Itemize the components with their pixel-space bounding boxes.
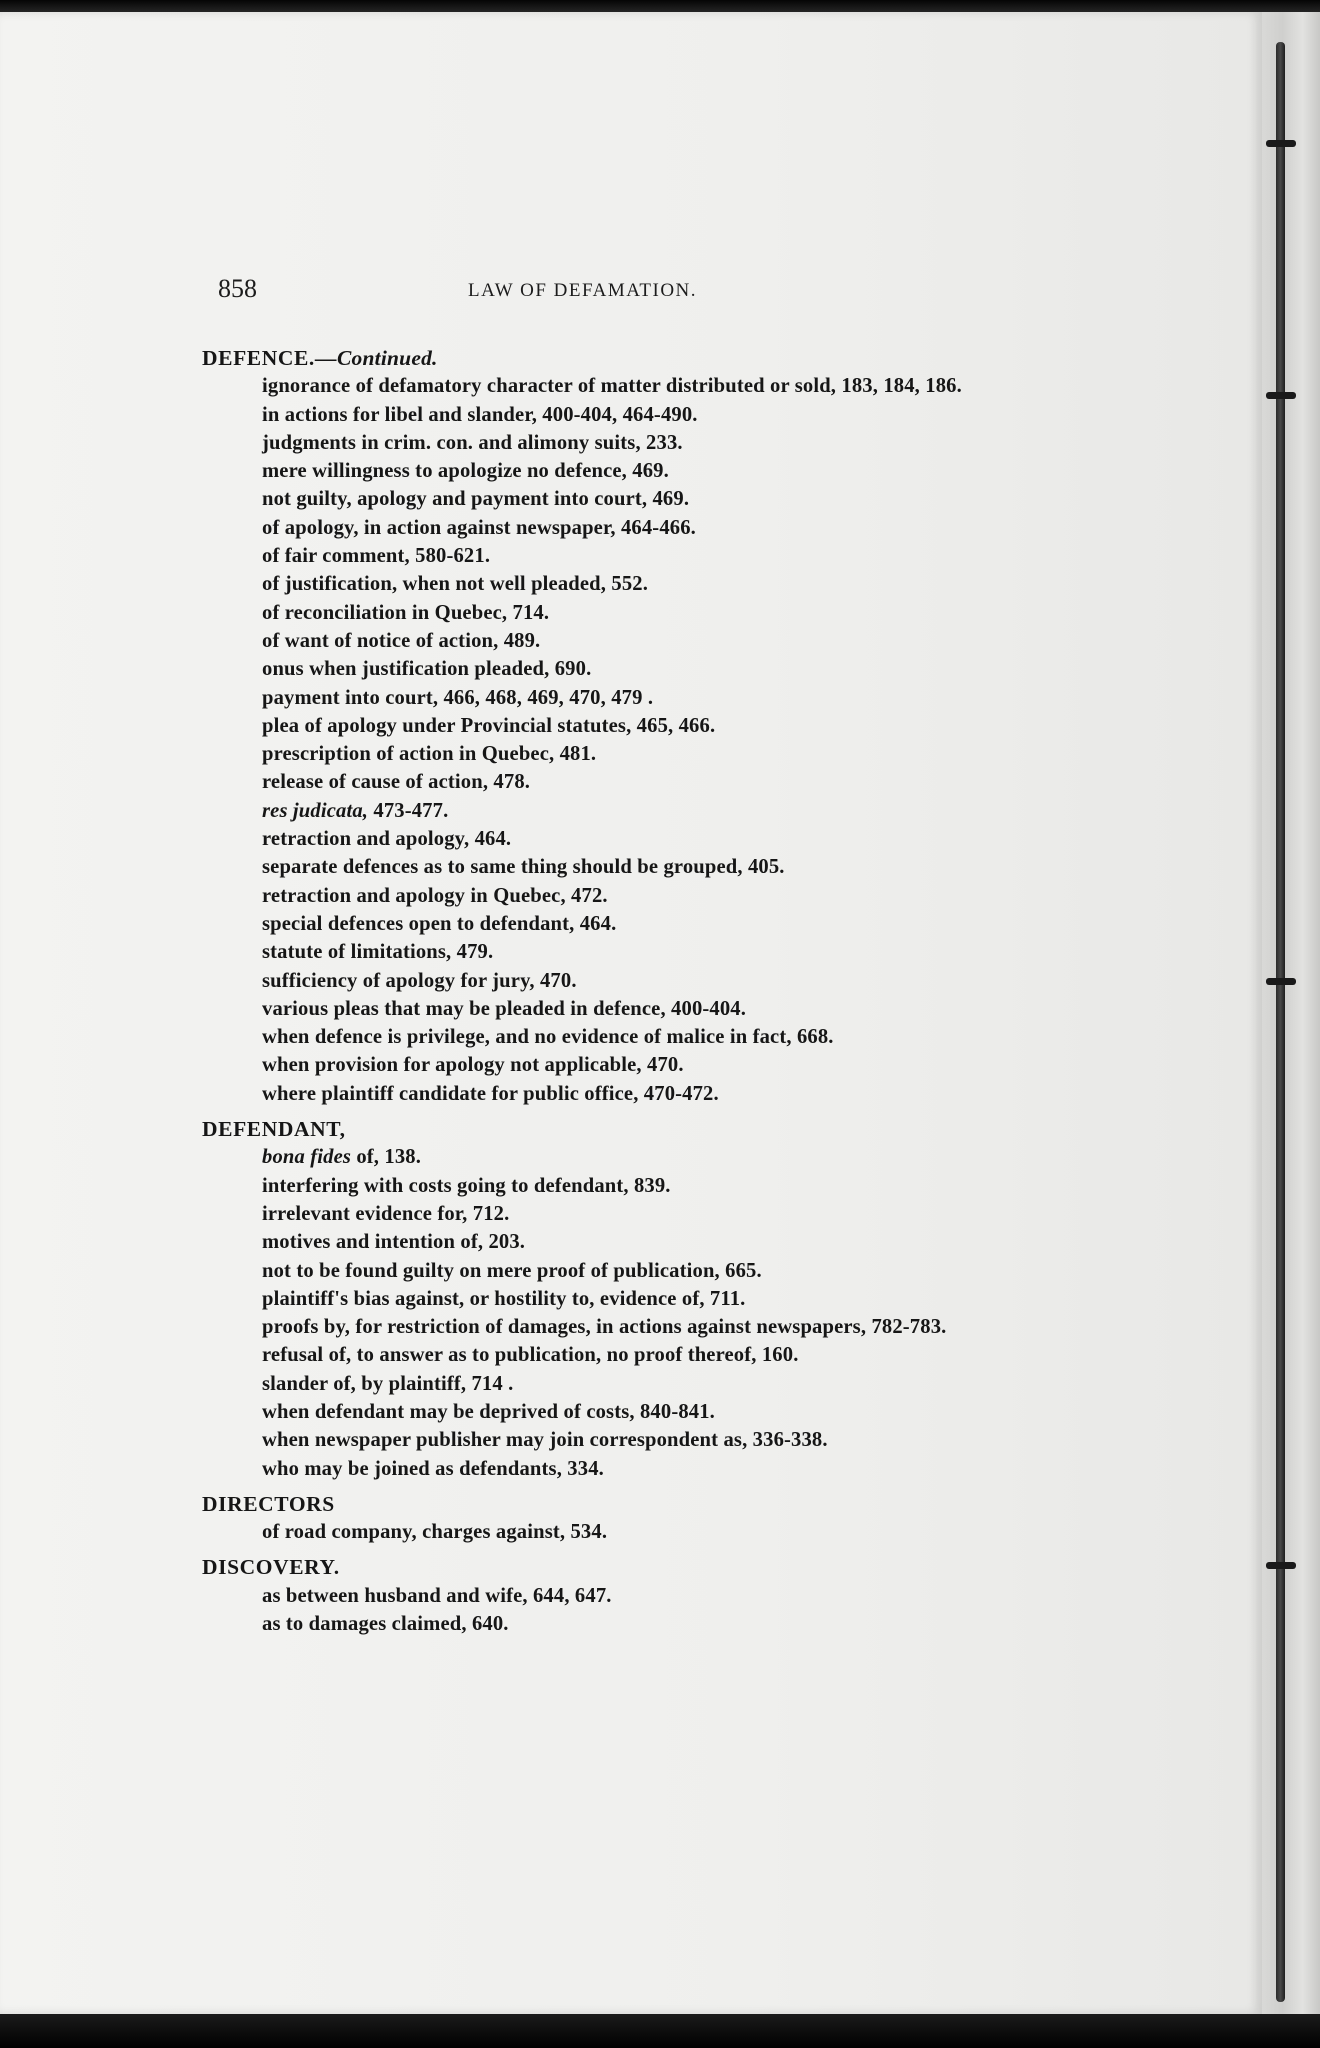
- index-entry: [202, 1285, 1022, 1313]
- entry-text: when provision for apology not applicable, 470.: [262, 1054, 684, 1077]
- index-entry: [202, 627, 1022, 655]
- entry-text: plaintiff's bias against, or hostility to, evidence of, 711.: [262, 1287, 746, 1310]
- entry-text: of apology, in action against newspaper, 464-466.: [262, 516, 696, 539]
- scan-bottom-edge: [0, 2014, 1320, 2048]
- index-entry: [202, 1143, 1022, 1171]
- index-entry: [202, 882, 1022, 910]
- entry-text: as to damages claimed, 640.: [262, 1613, 509, 1636]
- entry-text: separate defences as to same thing should be grouped, 405.: [262, 856, 785, 879]
- entry-text: not to be found guilty on mere proof of publication, 665.: [262, 1259, 762, 1282]
- binding-stitch: [1266, 140, 1296, 147]
- entry-text: 473-477.: [368, 799, 449, 822]
- entry-text: release of cause of action, 478.: [262, 771, 531, 794]
- index-entry: [202, 768, 1022, 796]
- entry-text: special defences open to defendant, 464.: [262, 912, 617, 935]
- index-entry: [202, 429, 1022, 457]
- entry-text: mere willingness to apologize no defence, 469.: [262, 460, 669, 483]
- index-entry: [202, 967, 1022, 995]
- index-entry: [202, 1228, 1022, 1256]
- entry-text: statute of limitations, 479.: [262, 941, 494, 964]
- entry-text: as between husband and wife, 644, 647.: [262, 1584, 612, 1607]
- entry-text: plea of apology under Provincial statutes, 465, 466.: [262, 714, 716, 737]
- index-entry: [202, 1370, 1022, 1398]
- entry-text: of, 138.: [351, 1146, 422, 1169]
- entry-italic-term: res judicata,: [262, 799, 369, 822]
- entry-text: onus when justification pleaded, 690.: [262, 658, 592, 681]
- index-entry: [202, 825, 1022, 853]
- binding-cord: [1276, 42, 1285, 2002]
- section-heading-label: DIRECTORS: [202, 1491, 335, 1516]
- entry-text: sufficiency of apology for jury, 470.: [262, 969, 577, 992]
- index-entry: [202, 1172, 1022, 1200]
- entry-text: irrelevant evidence for, 712.: [262, 1202, 510, 1225]
- running-head: LAW OF DEFAMATION.: [468, 280, 698, 301]
- index-entry: [202, 712, 1022, 740]
- section-heading: [202, 1115, 1022, 1143]
- entry-text: interfering with costs going to defendant, 839.: [262, 1174, 671, 1197]
- index-entry: [202, 684, 1022, 712]
- binding-stitch: [1266, 392, 1296, 399]
- entry-text: of want of notice of action, 489.: [262, 629, 541, 652]
- entry-text: retraction and apology, 464.: [262, 828, 512, 851]
- index-entry: [202, 485, 1022, 513]
- entry-text: in actions for libel and slander, 400-404, 464-490.: [262, 403, 698, 426]
- entry-text: of road company, charges against, 534.: [262, 1521, 608, 1544]
- index-entry: [202, 570, 1022, 598]
- entry-text: of reconciliation in Quebec, 714.: [262, 601, 550, 624]
- entry-text: ignorance of defamatory character of matter distributed or sold, 183, 184, 186.: [262, 375, 962, 398]
- binding-stitch: [1266, 1562, 1296, 1569]
- entry-text: not guilty, apology and payment into court, 469.: [262, 488, 690, 511]
- entry-text: when defendant may be deprived of costs, 840-841.: [262, 1400, 715, 1423]
- page-header: [218, 274, 1118, 314]
- book-binding: [1262, 12, 1320, 2014]
- entry-text: when defence is privilege, and no evidence of malice in fact, 668.: [262, 1026, 834, 1049]
- index-entry: [202, 797, 1022, 825]
- section-heading-label: DEFENDANT,: [202, 1117, 346, 1142]
- entry-text: payment into court, 466, 468, 469, 470, 479 .: [262, 686, 654, 709]
- entry-text: proofs by, for restriction of damages, in actions against newspapers, 782-783.: [262, 1316, 947, 1339]
- entry-text: when newspaper publisher may join correspondent as, 336-338.: [262, 1429, 828, 1452]
- section-heading-label: DISCOVERY.: [202, 1555, 340, 1580]
- index-entry: [202, 1426, 1022, 1454]
- index-entry: [202, 1398, 1022, 1426]
- entry-text: retraction and apology in Quebec, 472.: [262, 884, 608, 907]
- section-heading-label: DEFENCE.—: [202, 346, 338, 370]
- index-entry: [202, 1200, 1022, 1228]
- index-entry: [202, 1341, 1022, 1369]
- index-entry: [202, 599, 1022, 627]
- index-entry: [202, 1313, 1022, 1341]
- index-entry: [202, 1257, 1022, 1285]
- section-heading: [202, 344, 1022, 372]
- index-entry: [202, 542, 1022, 570]
- index-entry: [202, 740, 1022, 768]
- entry-text: where plaintiff candidate for public office, 470-472.: [262, 1082, 719, 1105]
- index-entry: [202, 995, 1022, 1023]
- index-entry: [202, 938, 1022, 966]
- entry-text: judgments in crim. con. and alimony suits, 233.: [262, 431, 683, 454]
- index-entry: [202, 1023, 1022, 1051]
- index-entry: [202, 1582, 1022, 1610]
- entry-text: motives and intention of, 203.: [262, 1231, 526, 1254]
- section-heading: [202, 1553, 1022, 1581]
- index-entry: [202, 372, 1022, 400]
- continued-label: Continued.: [337, 346, 438, 370]
- entry-text: who may be joined as defendants, 334.: [262, 1457, 604, 1480]
- index-entry: [202, 514, 1022, 542]
- index-entry: [202, 401, 1022, 429]
- entry-text: slander of, by plaintiff, 714 .: [262, 1372, 514, 1395]
- entry-text: refusal of, to answer as to publication, no proof thereof, 160.: [262, 1344, 799, 1367]
- index-entry: [202, 1455, 1022, 1483]
- index-entry: [202, 1080, 1022, 1108]
- index-entry: [202, 1610, 1022, 1638]
- entry-italic-term: bona fides: [262, 1146, 352, 1169]
- section-heading: [202, 1490, 1022, 1518]
- entry-text: of fair comment, 580-621.: [262, 545, 491, 568]
- index-entry: [202, 457, 1022, 485]
- binding-stitch: [1266, 978, 1296, 985]
- page-number: 858: [218, 274, 257, 303]
- entry-text: of justification, when not well pleaded, 552.: [262, 573, 649, 596]
- index-entry: [202, 910, 1022, 938]
- index-entry: [202, 1051, 1022, 1079]
- index-entry: [202, 853, 1022, 881]
- book-page: [0, 12, 1262, 2014]
- entry-text: prescription of action in Quebec, 481.: [262, 743, 597, 766]
- index-entry: [202, 655, 1022, 683]
- index-entry: [202, 1518, 1022, 1546]
- index-entries: [202, 344, 1022, 1638]
- entry-text: various pleas that may be pleaded in defence, 400-404.: [262, 997, 747, 1020]
